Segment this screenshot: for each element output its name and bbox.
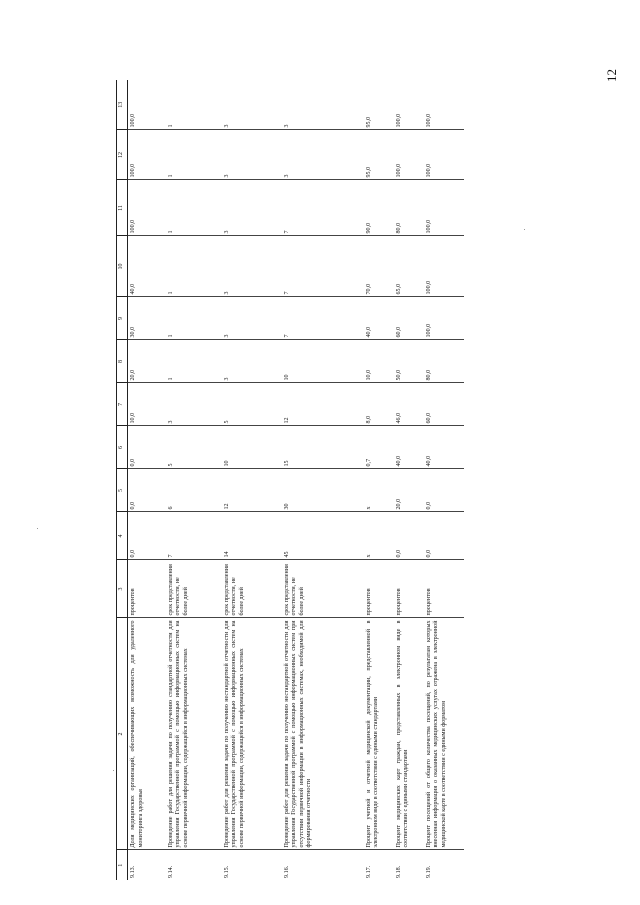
indicator-value: 1 [166,297,222,340]
indicator-description: Процент медицинских карт граждан, представленных в электронном виде в соответствии с едиными стандартами [394,618,424,850]
indicator-value: x [364,512,394,560]
row-number: 9.14. [167,865,174,878]
indicator-value: 3 [222,297,282,340]
indicator-value: 20,0 [394,469,424,512]
row-number: 9.13. [130,865,136,878]
indicator-value: 3 [282,130,364,180]
indicator-value: 30 [282,469,364,512]
column-header-12: 12 [117,130,128,180]
table-row [394,80,424,880]
table-row [424,80,464,880]
indicators-table-container [116,80,512,880]
indicator-value: 90,0 [364,180,394,236]
indicator-value: 46,0 [394,383,424,426]
unit-of-measure: процентов [128,560,166,618]
indicator-description: Проведение работ для решения задачи по получению нестандартной отчетности для управления Государственной программой с помощью информационных систем на основе первичной информации, содержащейся в информационных системах [222,618,282,850]
indicator-value: 10 [222,426,282,469]
row-number: 9.19. [425,865,432,878]
column-header-6: 6 [117,426,128,469]
unit-of-measure: процентов [364,560,394,618]
indicator-value: 14 [222,512,282,560]
unit-of-measure: процентов [394,560,424,618]
indicator-value: 100,0 [394,80,424,130]
indicator-value: 60,0 [394,297,424,340]
indicator-value: 1 [166,236,222,297]
indicator-value: 100,0 [424,180,464,236]
column-header-3: 3 [117,560,128,618]
indicator-description: Процент учетной и отчетной медицинской документации, представленной в электронном виде в соответствии с едиными стандартами [364,618,394,850]
row-number: 9.16. [283,865,290,878]
indicator-value: 7 [166,512,222,560]
page-number: 12 [604,69,619,82]
column-header-5: 5 [117,469,128,512]
column-header-13: 13 [117,80,128,130]
indicator-value: 10,0 [364,340,394,383]
indicator-value: 7 [282,236,364,297]
indicator-value: 80,0 [424,340,464,383]
indicator-description: Проведение работ для решения задачи по получению нестандартной отчетности для управления Государственной программой с помощью информационных систем при отсутствии первичной информации в информационных системах, необходимой для формирования отчетности [282,618,364,850]
column-header-4: 4 [117,512,128,560]
indicator-value: 100,0 [424,297,464,340]
indicator-value: 70,0 [364,236,394,297]
indicator-value: 40,0 [364,297,394,340]
indicator-value: 8,0 [364,383,394,426]
unit-of-measure: срок представления отчетности, не более дней [166,560,222,618]
indicators-table [116,80,464,880]
indicator-value: 50,0 [394,340,424,383]
table-row [282,80,364,880]
indicator-value: 65,0 [394,236,424,297]
unit-of-measure: срок представления отчетности, не более дней [282,560,364,618]
indicator-value: 10 [282,340,364,383]
indicator-description: Процент посещений от общего количества посещений, по результатам которых внесенная информация о оказанных медицинских услугах отражена в электронной медицинской карте в соответствии с едиными форматом [424,618,464,850]
indicator-value: 1 [166,340,222,383]
indicator-value: 5 [166,426,222,469]
indicator-value: 12 [222,469,282,512]
indicator-value: 60,0 [424,383,464,426]
unit-of-measure: срок представления отчетности, не более дней [222,560,282,618]
indicator-value: 12 [282,383,364,426]
indicator-value: 95,0 [364,130,394,180]
indicator-value: 100,0 [128,130,166,180]
indicator-value: 0,0 [424,512,464,560]
indicator-value: 3 [222,80,282,130]
indicator-value: 40,0 [424,426,464,469]
indicator-value: 0,7 [364,426,394,469]
indicator-value: 3 [166,383,222,426]
column-header-8: 8 [117,340,128,383]
indicator-value: 3 [282,80,364,130]
column-header-2: 2 [117,618,128,850]
indicator-value: 3 [222,180,282,236]
indicator-value: 7 [282,180,364,236]
indicator-value: 0,0 [128,512,166,560]
indicator-value: 45 [282,512,364,560]
indicator-value: 40,0 [128,236,166,297]
indicator-value: 15 [282,426,364,469]
indicator-value: 80,0 [394,180,424,236]
table-row [222,80,282,880]
indicator-value: 100,0 [394,130,424,180]
indicator-value: 1 [166,80,222,130]
indicator-value: 6 [166,469,222,512]
indicator-value: 3 [222,340,282,383]
indicator-value: 0,0 [394,512,424,560]
indicator-value: 1 [166,130,222,180]
row-number: 9.18. [395,865,402,878]
indicator-value: 0,0 [128,426,166,469]
indicator-description: Проведение работ для решения задачи по получению стандартной отчетности для управления Государственной программой с помощью информационных систем на основе первичной информации, содержащейся в информационных системах [166,618,222,850]
unit-of-measure: процентов [424,560,464,618]
column-header-7: 7 [117,383,128,426]
column-number-row [117,80,128,880]
indicator-value: 20,0 [128,340,166,383]
indicator-value: 0,0 [128,469,166,512]
column-header-10: 10 [117,236,128,297]
column-header-1: 1 [117,850,128,880]
column-header-11: 11 [117,180,128,236]
indicator-value: 40,0 [394,426,424,469]
row-number: 9.15. [223,865,230,878]
indicator-value: 5 [222,383,282,426]
indicator-value: 100,0 [424,236,464,297]
indicator-value: 3 [222,130,282,180]
indicator-value: 100,0 [424,130,464,180]
table-row [128,80,166,880]
indicator-value: 7 [282,297,364,340]
row-number: 9.17. [365,865,372,878]
table-row [166,80,222,880]
indicator-value: 100,0 [424,80,464,130]
indicator-value: 100,0 [128,180,166,236]
indicator-value: 95,0 [364,80,394,130]
indicator-value: x [364,469,394,512]
indicator-value: 0,0 [424,469,464,512]
indicator-value: 1 [166,180,222,236]
indicator-value: 10,0 [128,383,166,426]
indicator-value: 100,0 [128,80,166,130]
table-row [364,80,394,880]
indicator-description: Доля медицинских организаций, обеспечивающих возможность для удаленного мониторинга здоровья [128,618,166,850]
indicator-value: 30,0 [128,297,166,340]
indicator-value: 3 [222,236,282,297]
column-header-9: 9 [117,297,128,340]
